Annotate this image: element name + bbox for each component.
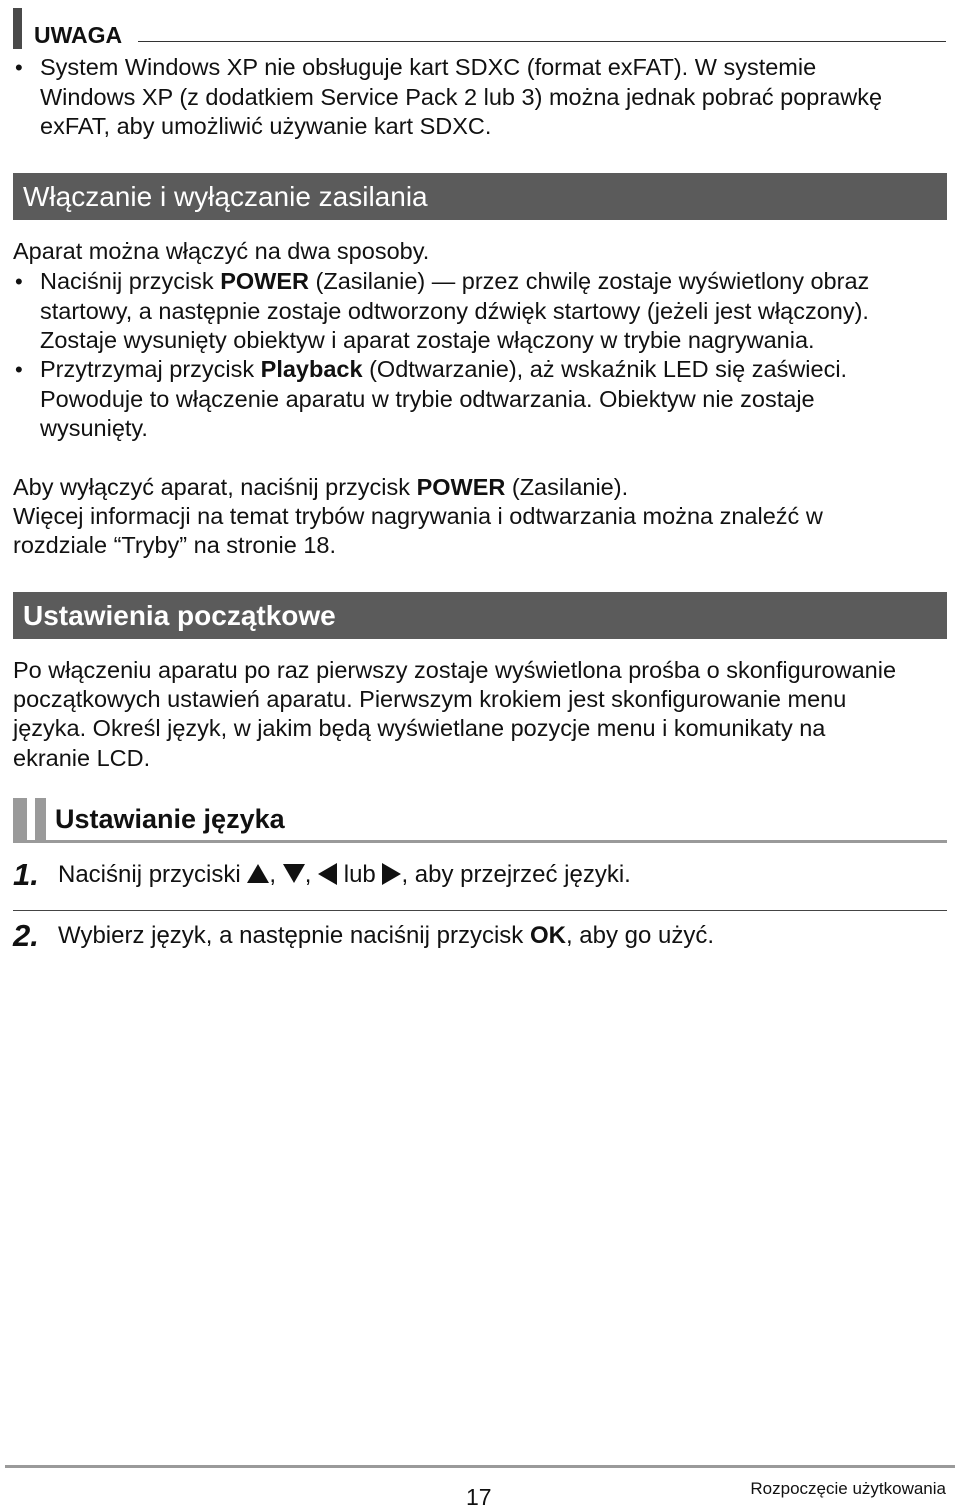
playback-key-label: Playback: [260, 356, 363, 382]
power-off-text: Aby wyłączyć aparat, naciśnij przycisk POWER (Zasilanie).: [13, 474, 629, 500]
arrow-right-icon: [382, 863, 401, 885]
note-title: UWAGA: [34, 22, 123, 48]
initial-para-line-4: ekranie LCD.: [13, 745, 151, 771]
section-title-initial-settings: Ustawienia początkowe: [23, 600, 336, 631]
note-rule: [138, 41, 946, 42]
footer-rule: [5, 1465, 955, 1468]
subsection-title-language: Ustawianie języka: [55, 804, 285, 834]
subsection-accent-bar: [35, 798, 46, 842]
section-header-initial-settings: [13, 592, 947, 639]
note-heading: [13, 8, 946, 50]
note-bullet-1-line-1: System Windows XP nie obsługuje kart SDXC (format exFAT). W systemie: [40, 54, 817, 80]
step-divider: [13, 910, 947, 911]
step-2-number: 2.: [13, 918, 39, 953]
power-key-label: POWER: [416, 474, 506, 500]
arrow-down-icon: [283, 864, 305, 883]
power-bullet-2-line-3: wysunięty.: [40, 415, 148, 441]
subsection-rule: [13, 840, 947, 843]
subsection-header-language: [13, 798, 947, 844]
power-bullet-1-line-3: Zostaje wysunięty obiektyw i aparat zostaje włączony w trybie nagrywania.: [40, 327, 815, 353]
bullet-marker: •: [15, 269, 23, 294]
arrow-up-icon: [247, 864, 269, 883]
power-key-label: POWER: [220, 268, 309, 294]
step-1-text: Naciśnij przyciski , , lub , aby przejrzeć języki.: [58, 861, 631, 888]
ok-key-label: OK: [529, 922, 566, 949]
footer-section-label: Rozpoczęcie użytkowania: [750, 1479, 946, 1498]
more-info-line-1: Więcej informacji na temat trybów nagrywania i odtwarzania można znaleźć w: [13, 503, 823, 529]
section-title-power: Włączanie i wyłączanie zasilania: [23, 181, 428, 212]
power-bullet-2-line-1: Przytrzymaj przycisk Playback (Odtwarzanie), aż wskaźnik LED się zaświeci.: [40, 356, 848, 382]
arrow-left-icon: [318, 863, 337, 885]
note-bullet-1-line-2: Windows XP (z dodatkiem Service Pack 2 lub 3) można jednak pobrać poprawkę: [40, 84, 883, 110]
initial-para-line-2: początkowych ustawień aparatu. Pierwszym krokiem jest skonfigurowanie menu: [13, 686, 847, 712]
subsection-accent-bar: [13, 798, 27, 842]
initial-para-line-1: Po włączeniu aparatu po raz pierwszy zostaje wyświetlona prośba o skonfigurowanie: [13, 657, 897, 683]
note-accent-bar: [13, 8, 22, 49]
power-intro: Aparat można włączyć na dwa sposoby.: [13, 238, 430, 264]
bullet-marker: •: [15, 357, 23, 382]
bullet-marker: •: [15, 55, 23, 80]
note-bullet-1-line-3: exFAT, aby umożliwić używanie kart SDXC.: [40, 113, 492, 139]
step-1-number: 1.: [13, 857, 39, 892]
power-bullet-2-line-2: Powoduje to włączenie aparatu w trybie odtwarzania. Obiektyw nie zostaje: [40, 386, 815, 412]
power-bullet-1-line-1: Naciśnij przycisk POWER (Zasilanie) — przez chwilę zostaje wyświetlony obraz: [40, 268, 870, 294]
step-2-text: Wybierz język, a następnie naciśnij przycisk OK, aby go użyć.: [58, 922, 715, 949]
initial-para-line-3: języka. Określ język, w jakim będą wyświetlane pozycje menu i komunikaty na: [13, 715, 826, 741]
power-bullet-1-line-2: startowy, a następnie zostaje odtworzony dźwięk startowy (jeżeli jest włączony).: [40, 298, 869, 324]
section-header-power: [13, 173, 947, 220]
page-number: 17: [466, 1484, 492, 1510]
more-info-line-2: rozdziale “Tryby” na stronie 18.: [13, 532, 337, 558]
